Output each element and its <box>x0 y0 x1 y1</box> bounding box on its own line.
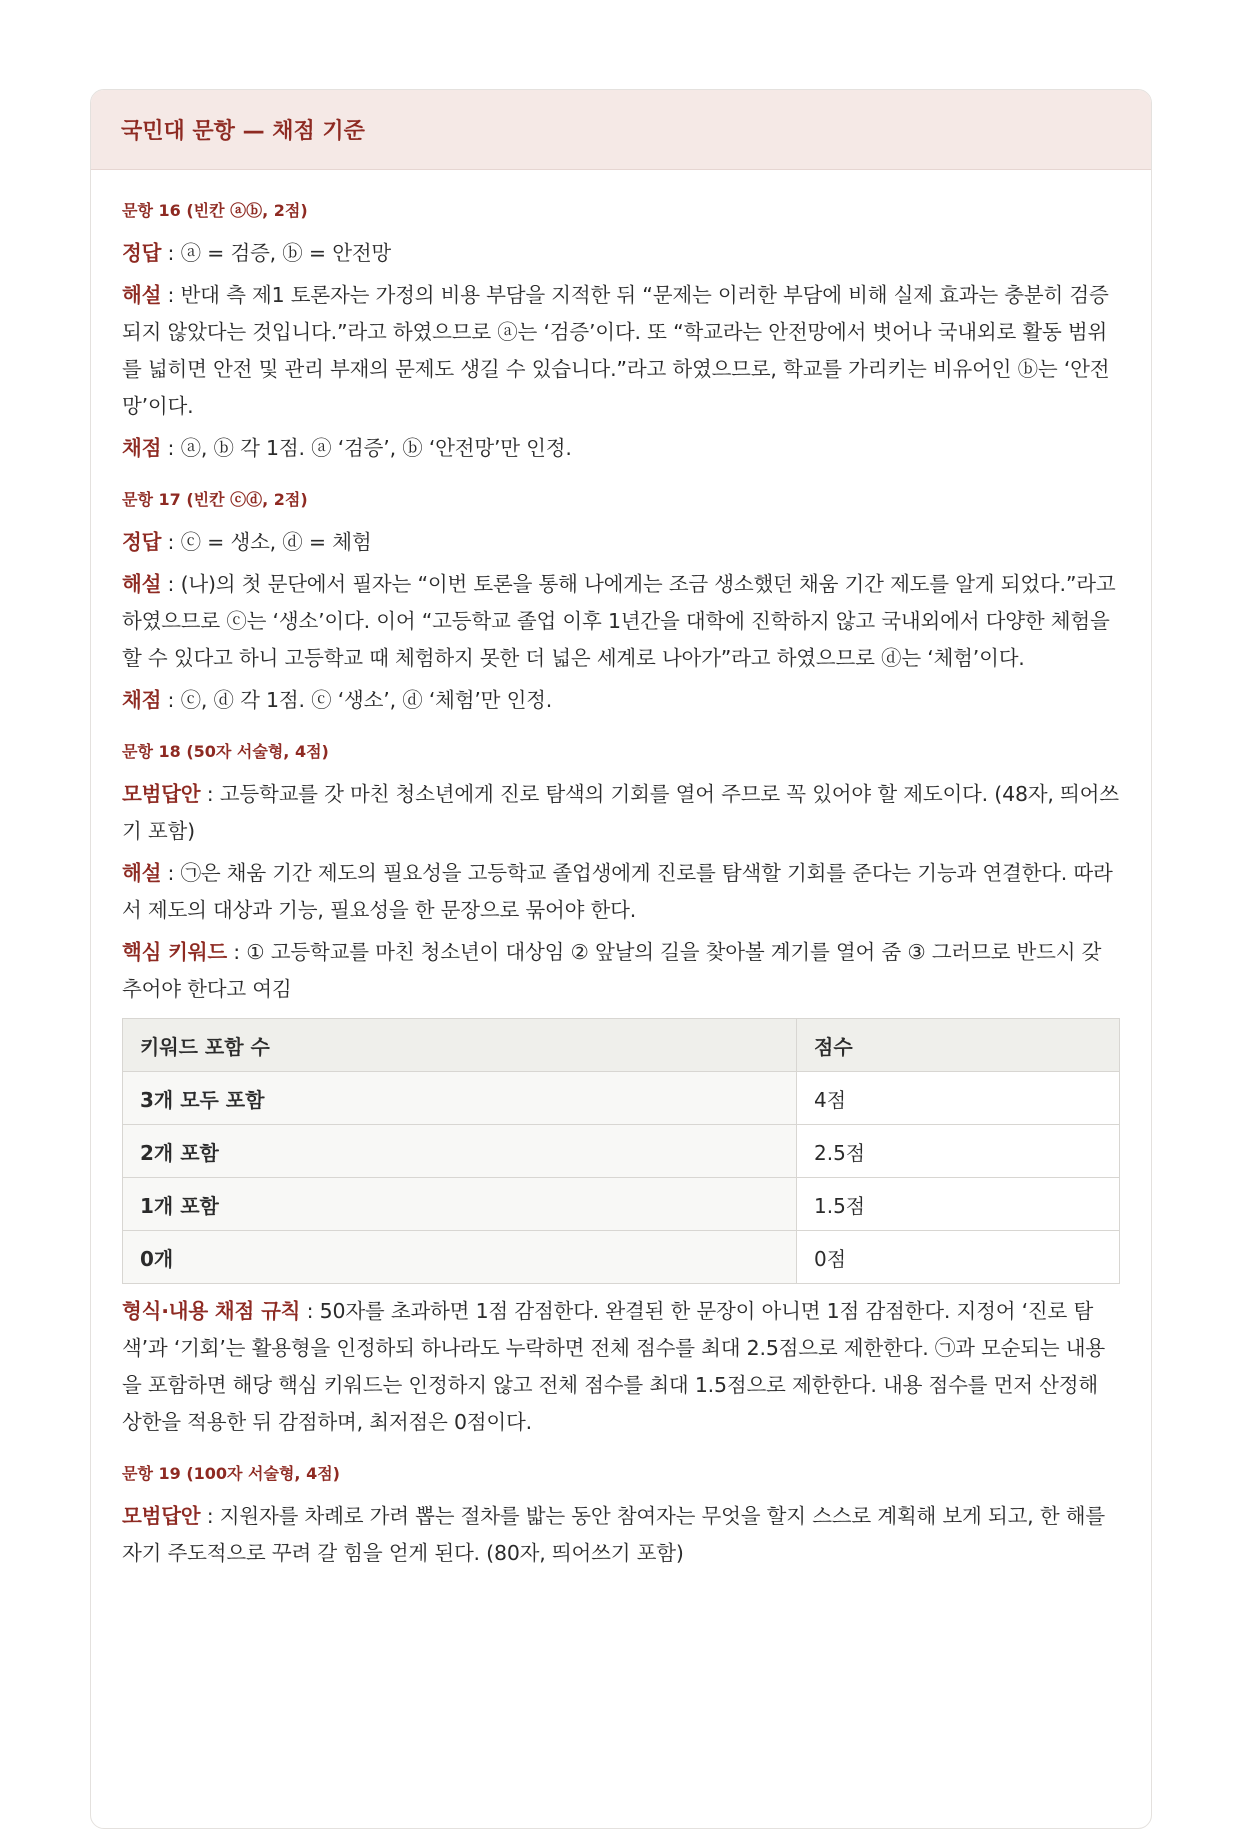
question-heading: 문항 17 (빈칸 ⓒⓓ, 2점) <box>122 490 308 509</box>
answer-text: ⓒ = 생소, ⓓ = 체험 <box>180 530 372 554</box>
explanation-label: 해설 <box>122 283 162 307</box>
card-header <box>91 90 1151 170</box>
model-answer-text: 지원자를 차례로 가려 뽑는 절차를 밟는 동안 참여자는 무엇을 할지 스스로 계획해 보게 되고, 한 해를 자기 주도적으로 꾸려 갈 힘을 얻게 된다. (80자, 띄어쓰기 포함) <box>122 1504 1105 1565</box>
scoring-line: 채점 : ⓐ, ⓑ 각 1점. ⓐ ‘검증’, ⓑ ‘안전망’만 인정. <box>122 436 572 460</box>
explanation-line: 해설 : (나)의 첫 문단에서 필자는 “이번 토론을 통해 나에게는 조금 생소했던 채움 기간 제도를 알게 되었다.”라고 하였으므로 ⓒ는 ‘생소’이다. 이어 “고등학교 졸업 이후 1년간을 대학에 진학하지 않고 국내외에서 다양한 체험을 할 수 있다고 하니 고등학교 때 체험하지 못한 더 넓은 세계로 나아가”라고 하였으므로 ⓓ는 ‘체험’이다. <box>122 572 1116 670</box>
keyword-label: 핵심 키워드 <box>122 940 227 964</box>
column-header-score: 점수 <box>797 1019 1120 1072</box>
explanation-text: 반대 측 제1 토론자는 가정의 비용 부담을 지적한 뒤 “문제는 이러한 부담에 비해 실제 효과는 충분히 검증되지 않았다는 것입니다.”라고 하였으므로 ⓐ는 ‘검증’이다. 또 “학교라는 안전망에서 벗어나 국내외로 활동 범위를 넓히면 안전 및 관리 부재의 문제도 생길 수 있습니다.”라고 하였으므로, 학교를 가리키는 비유어인 ⓑ는 ‘안전망’이다. <box>122 283 1110 418</box>
keyword-text: ① 고등학교를 마친 청소년이 대상임 ② 앞날의 길을 찾아볼 계기를 열어 줌 ③ 그러므로 반드시 갖추어야 한다고 여김 <box>122 940 1102 1001</box>
scoring-text: ⓐ, ⓑ 각 1점. ⓐ ‘검증’, ⓑ ‘안전망’만 인정. <box>180 436 572 460</box>
model-answer-label: 모범답안 <box>122 1504 201 1528</box>
page-title: 국민대 문항 — 채점 기준 <box>121 119 365 144</box>
table-row <box>123 1072 1120 1125</box>
question-16 <box>122 200 1120 467</box>
table-row <box>123 1178 1120 1231</box>
model-answer-label: 모범답안 <box>122 782 201 806</box>
explanation-text: (나)의 첫 문단에서 필자는 “이번 토론을 통해 나에게는 조금 생소했던 채움 기간 제도를 알게 되었다.”라고 하였으므로 ⓒ는 ‘생소’이다. 이어 “고등학교 졸업 이후 1년간을 대학에 진학하지 않고 국내외에서 다양한 체험을 할 수 있다고 하니 고등학교 때 체험하지 못한 더 넓은 세계로 나아가”라고 하였으므로 ⓓ는 ‘체험’이다. <box>122 572 1116 670</box>
model-answer-text: 고등학교를 갓 마친 청소년에게 진로 탐색의 기회를 열어 주므로 꼭 있어야 할 제도이다. (48자, 띄어쓰기 포함) <box>122 782 1119 843</box>
question-19 <box>122 1463 1120 1572</box>
table-header-row <box>123 1019 1120 1072</box>
score-cell: 4점 <box>797 1072 1120 1125</box>
rule-text: 50자를 초과하면 1점 감점한다. 완결된 한 문장이 아니면 1점 감점한다. 지정어 ‘진로 탐색’과 ‘기회’는 활용형을 인정하되 하나라도 누락하면 전체 점수를 최대 2.5점으로 제한한다. ㉠과 모순되는 내용을 포함하면 해당 핵심 키워드는 인정하지 않고 전체 점수를 최대 1.5점으로 제한한다. 내용 점수를 먼저 산정해 상한을 적용한 뒤 감점하며, 최저점은 0점이다. <box>122 1299 1106 1434</box>
answer-line: 정답 : ⓒ = 생소, ⓓ = 체험 <box>122 530 372 554</box>
rule-line: 형식·내용 채점 규칙 : 50자를 초과하면 1점 감점한다. 완결된 한 문장이 아니면 1점 감점한다. 지정어 ‘진로 탐색’과 ‘기회’는 활용형을 인정하되 하나라도 누락하면 전체 점수를 최대 2.5점으로 제한한다. ㉠과 모순되는 내용을 포함하면 해당 핵심 키워드는 인정하지 않고 전체 점수를 최대 1.5점으로 제한한다. 내용 점수를 먼저 산정해 상한을 적용한 뒤 감점하며, 최저점은 0점이다. <box>122 1299 1106 1434</box>
score-cell: 0점 <box>797 1231 1120 1284</box>
scoring-label: 채점 <box>122 688 162 712</box>
question-17 <box>122 489 1120 719</box>
explanation-label: 해설 <box>122 861 162 885</box>
answer-label: 정답 <box>122 530 162 554</box>
scoring-line: 채점 : ⓒ, ⓓ 각 1점. ⓒ ‘생소’, ⓓ ‘체험’만 인정. <box>122 688 553 712</box>
explanation-text: ㉠은 채움 기간 제도의 필요성을 고등학교 졸업생에게 진로를 탐색할 기회를 준다는 기능과 연결한다. 따라서 제도의 대상과 기능, 필요성을 한 문장으로 묶어야 한다. <box>122 861 1113 922</box>
keyword-count-cell: 1개 포함 <box>123 1178 797 1231</box>
score-table <box>122 1018 1120 1284</box>
grading-card <box>90 89 1152 1829</box>
model-answer-line: 모범답안 : 고등학교를 갓 마친 청소년에게 진로 탐색의 기회를 열어 주므로 꼭 있어야 할 제도이다. (48자, 띄어쓰기 포함) <box>122 782 1119 843</box>
column-header-keyword-count: 키워드 포함 수 <box>123 1019 797 1072</box>
question-18 <box>122 741 1120 1441</box>
keyword-count-cell: 0개 <box>123 1231 797 1284</box>
explanation-line: 해설 : 반대 측 제1 토론자는 가정의 비용 부담을 지적한 뒤 “문제는 이러한 부담에 비해 실제 효과는 충분히 검증되지 않았다는 것입니다.”라고 하였으므로 ⓐ는 ‘검증’이다. 또 “학교라는 안전망에서 벗어나 국내외로 활동 범위를 넓히면 안전 및 관리 부재의 문제도 생길 수 있습니다.”라고 하였으므로, 학교를 가리키는 비유어인 ⓑ는 ‘안전망’이다. <box>122 283 1110 418</box>
table-row <box>123 1231 1120 1284</box>
question-heading: 문항 19 (100자 서술형, 4점) <box>122 1464 340 1483</box>
card-content <box>91 170 1151 1572</box>
score-cell: 1.5점 <box>797 1178 1120 1231</box>
question-heading: 문항 18 (50자 서술형, 4점) <box>122 742 329 761</box>
model-answer-line: 모범답안 : 지원자를 차례로 가려 뽑는 절차를 밟는 동안 참여자는 무엇을 할지 스스로 계획해 보게 되고, 한 해를 자기 주도적으로 꾸려 갈 힘을 얻게 된다. (80자, 띄어쓰기 포함) <box>122 1504 1105 1565</box>
table-row <box>123 1125 1120 1178</box>
answer-line: 정답 : ⓐ = 검증, ⓑ = 안전망 <box>122 241 392 265</box>
keyword-count-cell: 2개 포함 <box>123 1125 797 1178</box>
score-cell: 2.5점 <box>797 1125 1120 1178</box>
scoring-text: ⓒ, ⓓ 각 1점. ⓒ ‘생소’, ⓓ ‘체험’만 인정. <box>180 688 553 712</box>
answer-text: ⓐ = 검증, ⓑ = 안전망 <box>180 241 392 265</box>
keyword-count-cell: 3개 모두 포함 <box>123 1072 797 1125</box>
answer-label: 정답 <box>122 241 162 265</box>
question-heading: 문항 16 (빈칸 ⓐⓑ, 2점) <box>122 201 308 220</box>
explanation-line: 해설 : ㉠은 채움 기간 제도의 필요성을 고등학교 졸업생에게 진로를 탐색할 기회를 준다는 기능과 연결한다. 따라서 제도의 대상과 기능, 필요성을 한 문장으로 묶어야 한다. <box>122 861 1113 922</box>
explanation-label: 해설 <box>122 572 162 596</box>
scoring-label: 채점 <box>122 436 162 460</box>
rule-label: 형식·내용 채점 규칙 <box>122 1299 301 1323</box>
keyword-line: 핵심 키워드 : ① 고등학교를 마친 청소년이 대상임 ② 앞날의 길을 찾아볼 계기를 열어 줌 ③ 그러므로 반드시 갖추어야 한다고 여김 <box>122 940 1102 1001</box>
